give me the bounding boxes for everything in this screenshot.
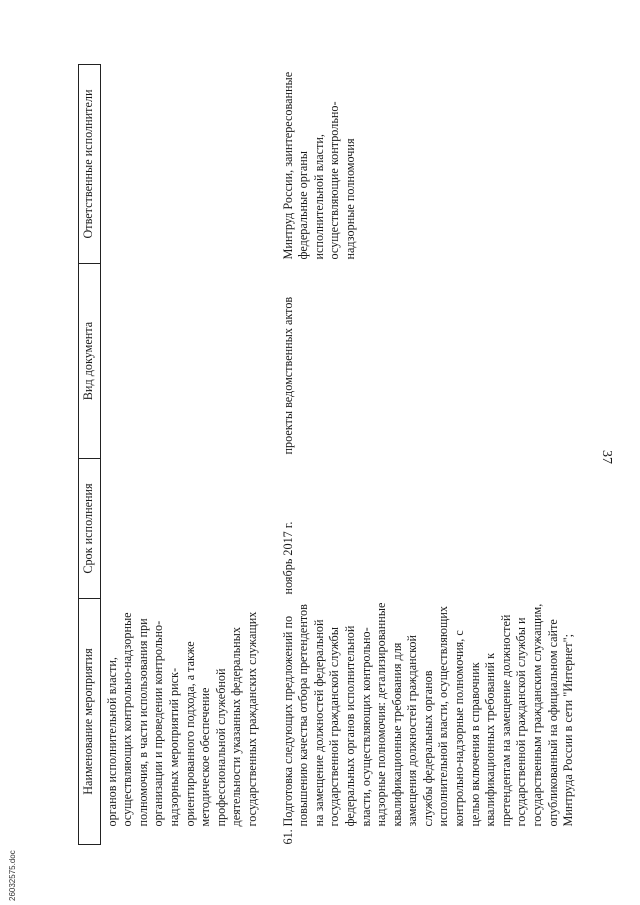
continuation-text: органов исполнительной власти, осуществляющих контрольно-надзорные полномочия, в части использования при организации и проведении контрольно-надзорных мероприятий риск-ориентированного подхода, а также методическое обеспечение профессиональной служебной деятельности указанных федеральных государственных гражданских служащих — [104, 611, 259, 827]
item-document-type: проекты ведомственных актов — [280, 296, 295, 455]
header-deadline: Срок исполнения — [79, 459, 101, 599]
item-name: Подготовка следующих предложений по повышению качества отбора претендентов на замещение должностей федеральной государственной гражданской службы федеральных органов исполнительной власти, осуществляющих контрольно-надзорные полномочия: детализированные квалификационные требования для замещения должностей гражданской службы федеральных органов исполнительной власти, осуществляющих контрольно-надзорные полномочия, с целью включения в справочник квалификационных требований к претендентам на замещение должностей государственной гражданской службы и государственным гражданским служащим, опубликованный на официальном сайте Минтруда России в сети "Интернет"; — [280, 602, 576, 827]
table-header-row — [79, 65, 101, 845]
header-executors: Ответственные исполнители — [79, 65, 101, 264]
page-number: 37 — [599, 450, 614, 464]
item-name-cell — [281, 599, 577, 845]
activities-table — [78, 64, 577, 845]
file-id: 26032575.doc — [8, 850, 17, 901]
item-deadline: ноябрь 2017 г. — [280, 521, 295, 595]
table-row-continuation — [100, 65, 260, 845]
header-document-type: Вид документа — [79, 264, 101, 459]
item-number: 61. — [280, 829, 295, 845]
header-activity-name: Наименование мероприятия — [79, 599, 101, 845]
item-executors: Минтруд России, заинтересованные федеральные органы исполнительной власти, осуществляющие контрольно-надзорные полномочия — [280, 71, 357, 260]
table-row — [281, 65, 577, 845]
